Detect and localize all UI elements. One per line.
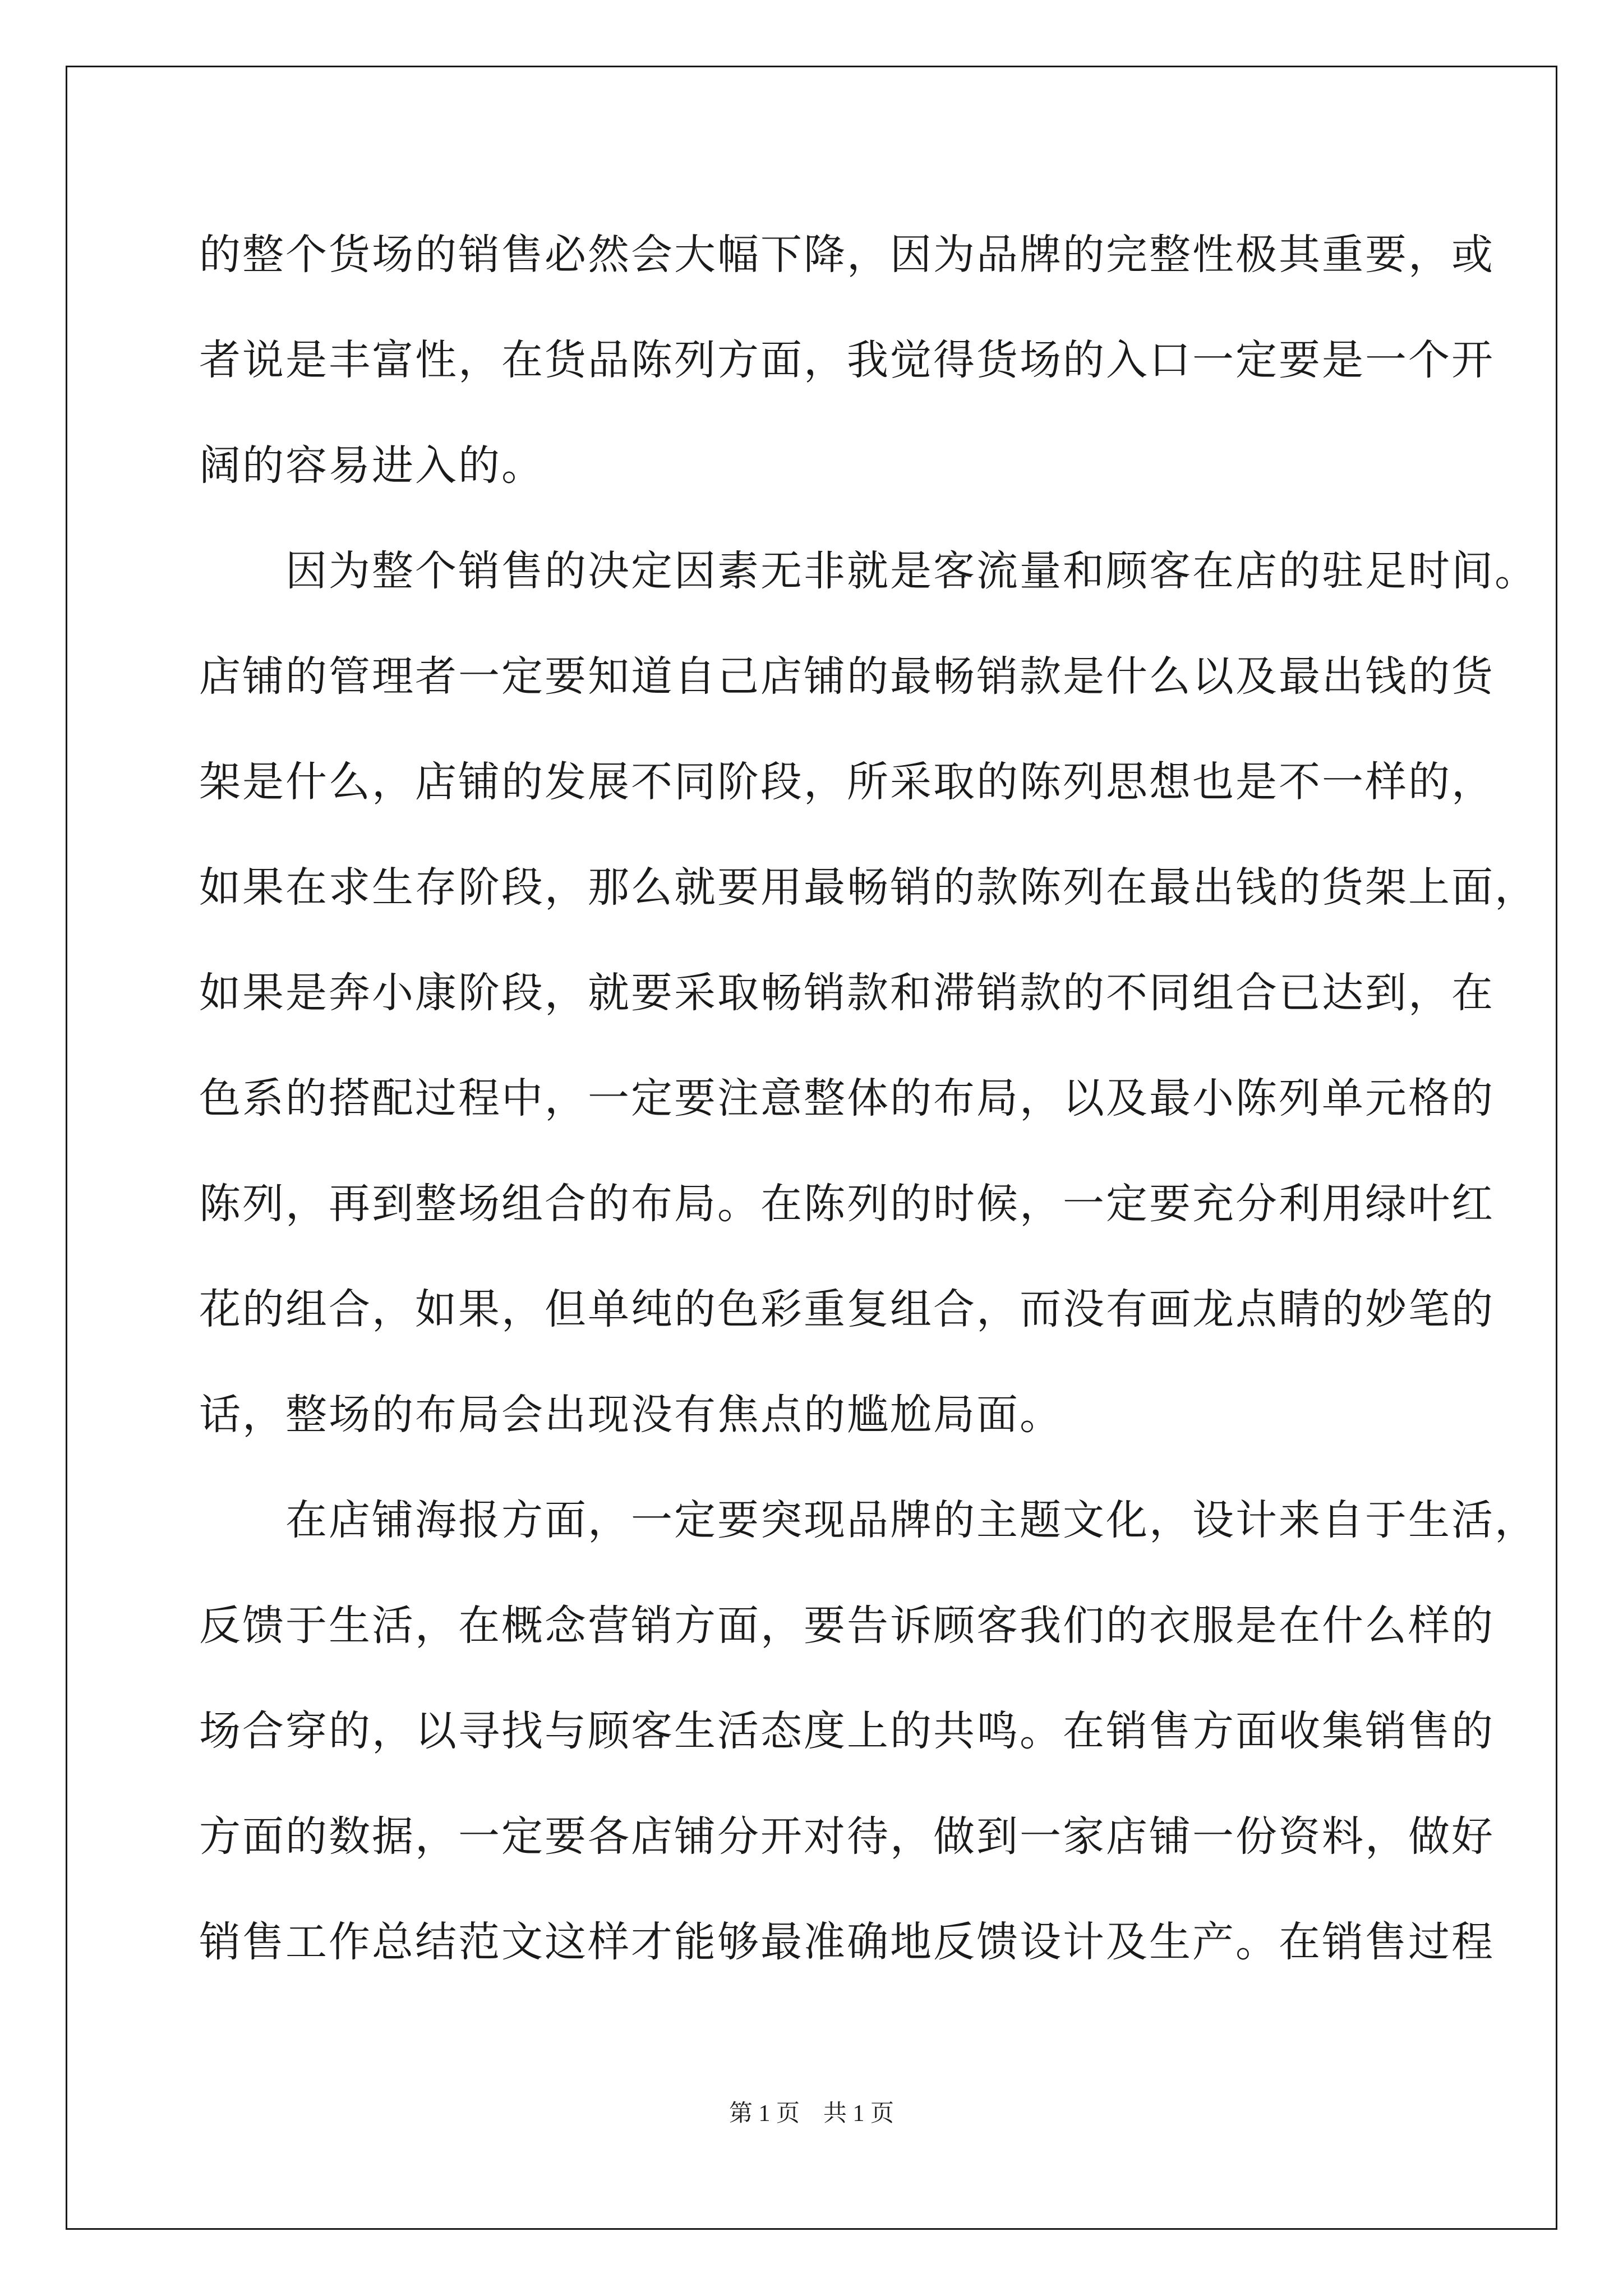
text-line: 方面的数据，一定要各店铺分开对待，做到一家店铺一份资料，做好 bbox=[199, 1812, 1495, 1861]
text-line: 在店铺海报方面，一定要突现品牌的主题文化，设计来自于生活， bbox=[199, 1496, 1538, 1544]
text-line: 因为整个销售的决定因素无非就是客流量和顾客在店的驻足时间。 bbox=[199, 547, 1538, 595]
text-line: 者说是丰富性，在货品陈列方面，我觉得货场的入口一定要是一个开 bbox=[199, 336, 1495, 384]
page-number-footer: 第 1 页 共 1 页 bbox=[728, 2101, 894, 2127]
text-line: 场合穿的，以寻找与顾客生活态度上的共鸣。在销售方面收集销售的 bbox=[199, 1707, 1495, 1755]
text-line: 话，整场的布局会出现没有焦点的尴尬局面。 bbox=[199, 1391, 1063, 1439]
text-line: 如果在求生存阶段，那么就要用最畅销的款陈列在最出钱的货架上面， bbox=[199, 863, 1538, 912]
text-line: 阔的容易进入的。 bbox=[199, 441, 545, 490]
document-body bbox=[199, 202, 1538, 1995]
text-line: 架是什么，店铺的发展不同阶段，所采取的陈列思想也是不一样的， bbox=[199, 758, 1495, 806]
text-line: 反馈于生活，在概念营销方面，要告诉顾客我们的衣服是在什么样的 bbox=[199, 1602, 1495, 1650]
text-line: 如果是奔小康阶段，就要采取畅销款和滞销款的不同组合已达到，在 bbox=[199, 969, 1495, 1017]
text-line: 色系的搭配过程中，一定要注意整体的布局，以及最小陈列单元格的 bbox=[199, 1074, 1495, 1122]
text-line: 陈列，再到整场组合的布局。在陈列的时候，一定要充分利用绿叶红 bbox=[199, 1180, 1495, 1228]
text-line: 花的组合，如果，但单纯的色彩重复组合，而没有画龙点睛的妙笔的 bbox=[199, 1285, 1495, 1333]
text-line: 的整个货场的销售必然会大幅下降，因为品牌的完整性极其重要，或 bbox=[199, 231, 1495, 279]
text-line: 店铺的管理者一定要知道自己店铺的最畅销款是什么以及最出钱的货 bbox=[199, 652, 1495, 701]
text-line: 销售工作总结范文这样才能够最准确地反馈设计及生产。在销售过程 bbox=[199, 1918, 1495, 1966]
